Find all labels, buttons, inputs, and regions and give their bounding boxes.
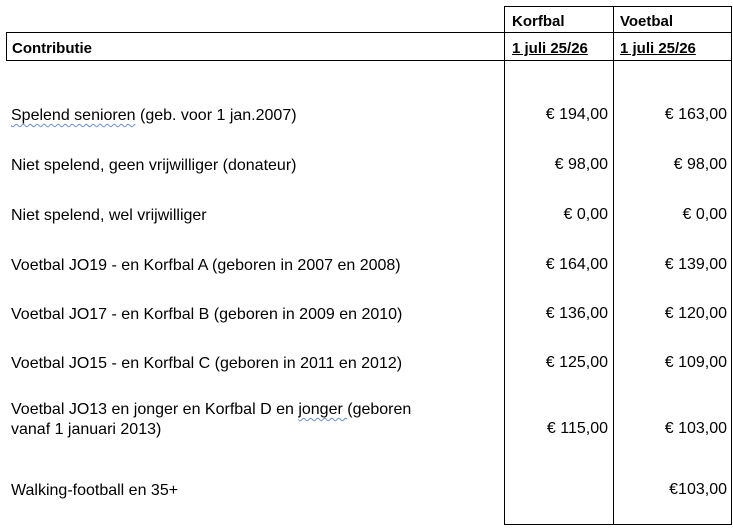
voetbal-fee: € 109,00 [664, 354, 727, 371]
row-label-part: Voetbal JO13 en jonger en Korfbal D en [11, 401, 299, 418]
korfbal-fee: € 136,00 [545, 305, 608, 322]
column-divider-left [504, 6, 505, 524]
korfbal-fee: € 115,00 [546, 420, 608, 437]
column-header-voetbal: Voetbal [620, 13, 674, 30]
table-title: Contributie [12, 40, 92, 57]
voetbal-fee: € 103,00 [664, 420, 727, 437]
row-label [11, 400, 411, 440]
row-label: Voetbal JO15 - en Korfbal C (geboren in 2011 en 2012) [11, 355, 403, 372]
voetbal-fee: € 120,00 [664, 305, 727, 322]
korfbal-fee: € 164,00 [545, 256, 608, 273]
column-divider-middle [613, 6, 614, 524]
row-label: Voetbal JO19 - en Korfbal A (geboren in 2007 en 2008) [11, 257, 401, 274]
row-label-part: jonger [298, 401, 348, 418]
title-row-bottom-border [6, 60, 732, 61]
row-label-part: (geboren [347, 401, 412, 418]
voetbal-period: 1 juli 25/26 [620, 40, 696, 57]
row-label: Voetbal JO17 - en Korfbal B (geboren in 2009 en 2010) [11, 306, 403, 323]
voetbal-fee: € 98,00 [673, 156, 727, 173]
voetbal-fee: € 163,00 [664, 106, 727, 123]
voetbal-fee: €103,00 [669, 481, 727, 498]
korfbal-fee: € 0,00 [563, 206, 608, 223]
column-divider-right [731, 6, 732, 524]
header-top-border [504, 6, 732, 7]
row-label: Niet spelend, wel vrijwilliger [11, 207, 207, 224]
title-row-left-border [6, 32, 7, 60]
row-label-part: (geb. voor 1 jan.2007) [135, 107, 297, 124]
title-row-top-border [6, 32, 732, 33]
column-header-korfbal: Korfbal [512, 13, 565, 30]
row-label-part: vanaf 1 januari 2013) [11, 421, 162, 438]
row-label: Niet spelend, geen vrijwilliger (donateur) [11, 157, 297, 174]
table-bottom-border [504, 524, 732, 525]
row-label-part: Spelend senioren [11, 107, 136, 124]
voetbal-fee: € 0,00 [682, 206, 727, 223]
korfbal-period: 1 juli 25/26 [512, 40, 588, 57]
korfbal-fee: € 98,00 [554, 156, 608, 173]
row-label [11, 106, 297, 126]
row-label: Walking-football en 35+ [11, 482, 179, 499]
korfbal-fee: € 125,00 [545, 354, 608, 371]
korfbal-fee: € 194,00 [545, 106, 608, 123]
voetbal-fee: € 139,00 [664, 256, 727, 273]
